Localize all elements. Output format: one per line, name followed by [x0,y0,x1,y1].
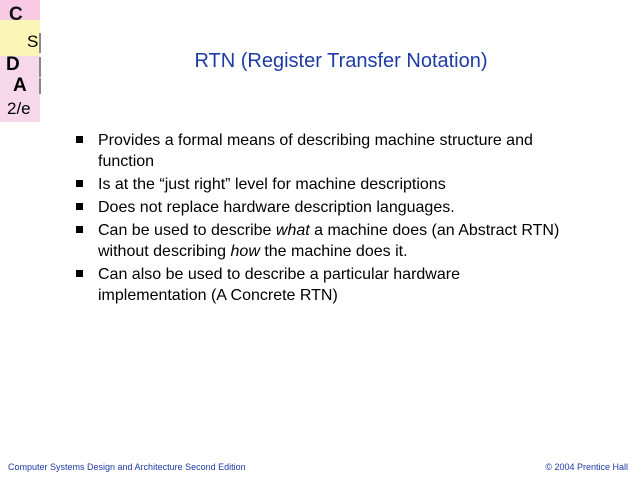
logo-bar [39,78,41,94]
logo-bar [39,33,41,53]
bullet-square-icon [76,226,83,233]
slide-title: RTN (Register Transfer Notation) [194,50,488,72]
bullet-square-icon [76,136,83,143]
logo-letter-s: S [27,32,39,51]
bullet-item [74,130,564,172]
bullet-item [74,264,564,306]
bullet-square-icon [76,203,83,210]
bullet-item [74,220,564,262]
logo-letter-c: C [9,4,23,25]
footer-book-title: Computer Systems Design and Architecture Second Edition [8,462,246,472]
bullet-square-icon [76,180,83,187]
bullet-text: Can be used to describe [98,222,276,239]
logo-letter-d: D [6,54,20,75]
logo-edition: 2/e [7,99,31,118]
bullet-item [74,197,564,218]
bullet-text: Provides a formal means of describing machine structure and function [98,132,533,170]
emphasis-text: how [230,243,260,260]
footer-copyright: © 2004 Prentice Hall [545,462,628,472]
emphasis-text: what [275,222,310,239]
book-logo [0,0,44,122]
bullet-square-icon [76,270,83,277]
bullet-list [74,130,564,308]
logo-bar [39,57,41,77]
bullet-text: the machine does it. [259,243,408,260]
bullet-item [74,174,564,195]
bullet-text: Can also be used to describe a particular hardware implementation (A Concrete RTN) [98,266,460,304]
logo-letter-a: A [13,75,27,96]
bullet-text: a machine does (an Abstract RTN) without describing [98,222,560,260]
bullet-text: Is at the “just right” level for machine descriptions [98,176,446,193]
bullet-text: Does not replace hardware description languages. [98,199,455,216]
